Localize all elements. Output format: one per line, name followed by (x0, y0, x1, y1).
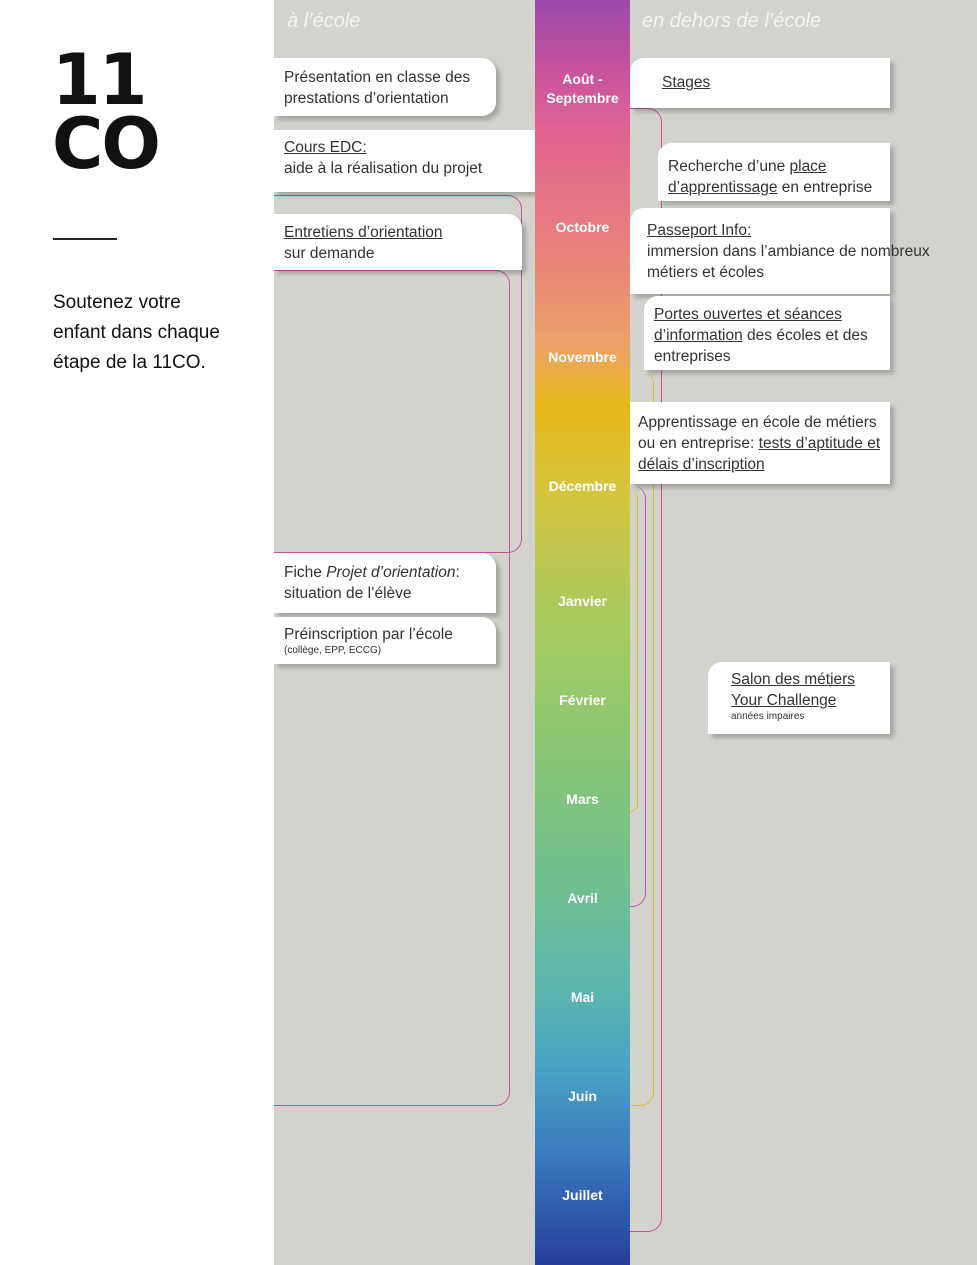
school-preinscription (274, 617, 496, 664)
title-line-2: CO (52, 103, 159, 185)
school-presentation (274, 58, 496, 116)
month-aout-septembre: Août - Septembre (546, 71, 619, 106)
school-cours-edc (274, 130, 536, 192)
outside-stages (630, 58, 890, 108)
entretiens-link[interactable]: Entretiens d’orientation (284, 224, 443, 241)
school-entretiens (274, 214, 522, 270)
title-line-1: 11 (52, 39, 146, 121)
recherche-link[interactable]: place d’apprentissage (668, 158, 827, 196)
month-novembre: Novembre (548, 349, 617, 365)
header-school: à l’école (287, 10, 361, 32)
outside-passeport (630, 208, 930, 294)
fiche-line-2: situation de l’élève (284, 585, 412, 602)
edc-link[interactable]: Cours EDC: (284, 139, 367, 156)
apprentissage-text: Apprentissage en école de métiers ou en entreprise: (638, 414, 877, 452)
portes-link[interactable]: Portes ouvertes et séances d’information (654, 306, 842, 344)
passeport-text: immersion dans l’ambiance de nombreux métiers et écoles (647, 243, 930, 281)
fiche-suffix: : (455, 564, 460, 581)
recherche-prefix: Recherche d’une (668, 158, 790, 175)
header-outside: en dehors de l’école (642, 10, 822, 32)
outside-salon (708, 662, 890, 734)
intro-text: Soutenez votre enfant dans chaque étape de la 11CO. (53, 292, 220, 373)
month-decembre: Décembre (548, 478, 617, 494)
month-timeline-bar (535, 0, 630, 1265)
month-mai: Mai (570, 989, 595, 1005)
apprentissage-link[interactable]: tests d’aptitude et délais d’inscription (638, 435, 881, 473)
month-juin: Juin (568, 1088, 597, 1104)
fiche-italic: Projet d’orientation (326, 564, 456, 581)
edc-text: aide à la réalisation du projet (284, 160, 483, 177)
portes-text: des écoles et des entreprises (654, 327, 868, 365)
presentation-text: Présentation en classe des prestations d’orientation (284, 69, 471, 107)
outside-portes-ouvertes (644, 296, 890, 370)
month-juillet: Juillet (562, 1187, 603, 1203)
page-title (52, 39, 159, 185)
month-mars: Mars (566, 791, 599, 807)
stages-link[interactable]: Stages (662, 74, 711, 91)
outside-apprentissage (630, 402, 890, 484)
entretiens-text: sur demande (284, 245, 375, 262)
recherche-suffix: en entreprise (777, 179, 873, 196)
month-fevrier: Février (559, 692, 606, 708)
intro-panel (0, 0, 274, 1265)
connector-apprentissage-2 (630, 490, 638, 812)
divider (53, 238, 117, 240)
fiche-line-1 (284, 562, 486, 583)
salon-note: années impaires (731, 711, 805, 722)
outside-recherche (658, 143, 890, 201)
preinscription-note: (collège, EPP, ECCG) (284, 645, 382, 656)
month-octobre: Octobre (555, 219, 610, 235)
passeport-link[interactable]: Passeport Info: (647, 222, 752, 239)
salon-link-2[interactable]: Your Challenge (731, 692, 837, 709)
salon-link-1[interactable]: Salon des métiers (731, 671, 856, 688)
preinscription-text: Préinscription par l’école (284, 626, 453, 643)
month-janvier: Janvier (557, 593, 608, 609)
fiche-prefix: Fiche (284, 564, 327, 581)
school-fiche-projet (274, 553, 496, 613)
month-avril: Avril (567, 890, 598, 906)
